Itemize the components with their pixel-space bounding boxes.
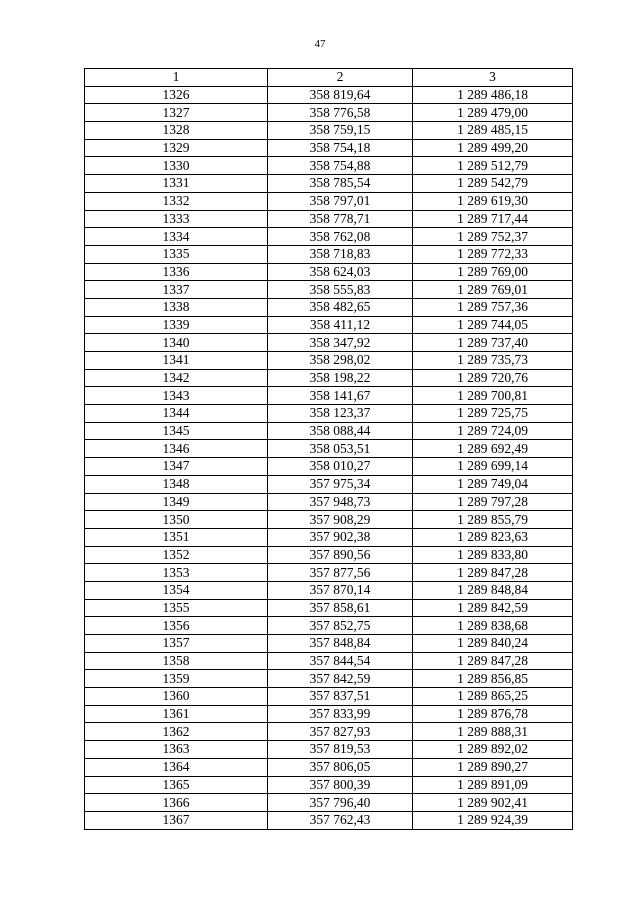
x-coordinate-cell: 358 624,03 [268,263,413,281]
x-coordinate-cell: 358 718,83 [268,245,413,263]
point-number-cell: 1363 [85,741,268,759]
y-coordinate-cell: 1 289 512,79 [413,157,573,175]
point-number-cell: 1342 [85,369,268,387]
table-row [85,635,573,653]
table-row [85,298,573,316]
x-coordinate-cell: 358 754,88 [268,157,413,175]
y-coordinate-cell: 1 289 692,49 [413,440,573,458]
y-coordinate-cell: 1 289 840,24 [413,635,573,653]
x-coordinate-cell: 358 411,12 [268,316,413,334]
y-coordinate-cell: 1 289 847,28 [413,564,573,582]
y-coordinate-cell: 1 289 749,04 [413,475,573,493]
table-row [85,122,573,140]
point-number-cell: 1344 [85,405,268,423]
table-row [85,210,573,228]
point-number-cell: 1359 [85,670,268,688]
point-number-cell: 1346 [85,440,268,458]
point-number-cell: 1353 [85,564,268,582]
table-row [85,387,573,405]
y-coordinate-cell: 1 289 700,81 [413,387,573,405]
x-coordinate-cell: 358 053,51 [268,440,413,458]
y-coordinate-cell: 1 289 847,28 [413,652,573,670]
y-coordinate-cell: 1 289 823,63 [413,528,573,546]
y-coordinate-cell: 1 289 924,39 [413,811,573,829]
point-number-cell: 1337 [85,281,268,299]
x-coordinate-cell: 357 796,40 [268,794,413,812]
point-number-cell: 1358 [85,652,268,670]
x-coordinate-cell: 357 890,56 [268,546,413,564]
table-row [85,564,573,582]
table-row [85,546,573,564]
x-coordinate-cell: 358 010,27 [268,458,413,476]
page-number: 47 [314,38,326,50]
y-coordinate-cell: 1 289 772,33 [413,245,573,263]
y-coordinate-cell: 1 289 757,36 [413,298,573,316]
point-number-cell: 1350 [85,511,268,529]
table-row [85,493,573,511]
y-coordinate-cell: 1 289 485,15 [413,122,573,140]
x-coordinate-cell: 358 754,18 [268,139,413,157]
y-coordinate-cell: 1 289 737,40 [413,334,573,352]
table-row [85,316,573,334]
x-coordinate-cell: 357 877,56 [268,564,413,582]
y-coordinate-cell: 1 289 725,75 [413,405,573,423]
y-coordinate-cell: 1 289 735,73 [413,352,573,370]
point-number-cell: 1357 [85,635,268,653]
table-row [85,617,573,635]
point-number-cell: 1335 [85,245,268,263]
y-coordinate-cell: 1 289 744,05 [413,316,573,334]
y-coordinate-cell: 1 289 838,68 [413,617,573,635]
x-coordinate-cell: 358 785,54 [268,175,413,193]
y-coordinate-cell: 1 289 890,27 [413,758,573,776]
column-header-1: 1 [85,69,268,87]
y-coordinate-cell: 1 289 833,80 [413,546,573,564]
y-coordinate-cell: 1 289 499,20 [413,139,573,157]
table-row [85,705,573,723]
y-coordinate-cell: 1 289 888,31 [413,723,573,741]
point-number-cell: 1365 [85,776,268,794]
x-coordinate-cell: 357 827,93 [268,723,413,741]
point-number-cell: 1330 [85,157,268,175]
x-coordinate-cell: 357 800,39 [268,776,413,794]
x-coordinate-cell: 357 848,84 [268,635,413,653]
table-row [85,758,573,776]
point-number-cell: 1348 [85,475,268,493]
table-row [85,599,573,617]
x-coordinate-cell: 357 858,61 [268,599,413,617]
column-header-2: 2 [268,69,413,87]
y-coordinate-cell: 1 289 724,09 [413,422,573,440]
point-number-cell: 1347 [85,458,268,476]
x-coordinate-cell: 358 088,44 [268,422,413,440]
table-row [85,139,573,157]
table-row [85,511,573,529]
y-coordinate-cell: 1 289 769,00 [413,263,573,281]
y-coordinate-cell: 1 289 865,25 [413,688,573,706]
y-coordinate-cell: 1 289 848,84 [413,581,573,599]
y-coordinate-cell: 1 289 717,44 [413,210,573,228]
table-row [85,263,573,281]
x-coordinate-cell: 358 298,02 [268,352,413,370]
point-number-cell: 1355 [85,599,268,617]
table-row [85,652,573,670]
x-coordinate-cell: 357 844,54 [268,652,413,670]
table-row [85,723,573,741]
x-coordinate-cell: 357 852,75 [268,617,413,635]
table-row [85,228,573,246]
point-number-cell: 1338 [85,298,268,316]
y-coordinate-cell: 1 289 797,28 [413,493,573,511]
point-number-cell: 1328 [85,122,268,140]
y-coordinate-cell: 1 289 542,79 [413,175,573,193]
point-number-cell: 1360 [85,688,268,706]
x-coordinate-cell: 358 123,37 [268,405,413,423]
y-coordinate-cell: 1 289 479,00 [413,104,573,122]
table-row [85,192,573,210]
table-row [85,422,573,440]
point-number-cell: 1361 [85,705,268,723]
table-row [85,86,573,104]
x-coordinate-cell: 357 948,73 [268,493,413,511]
table-row [85,281,573,299]
table-row [85,475,573,493]
x-coordinate-cell: 358 797,01 [268,192,413,210]
coordinates-table [84,68,573,830]
x-coordinate-cell: 357 975,34 [268,475,413,493]
table-row [85,581,573,599]
y-coordinate-cell: 1 289 876,78 [413,705,573,723]
point-number-cell: 1332 [85,192,268,210]
table-row [85,440,573,458]
table-row [85,688,573,706]
y-coordinate-cell: 1 289 752,37 [413,228,573,246]
point-number-cell: 1331 [85,175,268,193]
x-coordinate-cell: 358 819,64 [268,86,413,104]
x-coordinate-cell: 358 762,08 [268,228,413,246]
table-row [85,157,573,175]
table-row [85,458,573,476]
x-coordinate-cell: 358 778,71 [268,210,413,228]
y-coordinate-cell: 1 289 855,79 [413,511,573,529]
point-number-cell: 1349 [85,493,268,511]
x-coordinate-cell: 358 141,67 [268,387,413,405]
table-row [85,405,573,423]
point-number-cell: 1354 [85,581,268,599]
point-number-cell: 1364 [85,758,268,776]
x-coordinate-cell: 357 806,05 [268,758,413,776]
table-row [85,794,573,812]
point-number-cell: 1333 [85,210,268,228]
table-header-row [85,69,573,87]
column-header-3: 3 [413,69,573,87]
table-row [85,245,573,263]
y-coordinate-cell: 1 289 902,41 [413,794,573,812]
y-coordinate-cell: 1 289 619,30 [413,192,573,210]
table-row [85,175,573,193]
table-row [85,741,573,759]
table-row [85,670,573,688]
table-body [85,86,573,829]
table-row [85,369,573,387]
x-coordinate-cell: 357 842,59 [268,670,413,688]
y-coordinate-cell: 1 289 891,09 [413,776,573,794]
x-coordinate-cell: 358 555,83 [268,281,413,299]
point-number-cell: 1362 [85,723,268,741]
x-coordinate-cell: 358 198,22 [268,369,413,387]
point-number-cell: 1343 [85,387,268,405]
y-coordinate-cell: 1 289 842,59 [413,599,573,617]
table-row [85,334,573,352]
point-number-cell: 1345 [85,422,268,440]
point-number-cell: 1334 [85,228,268,246]
point-number-cell: 1351 [85,528,268,546]
table-row [85,104,573,122]
y-coordinate-cell: 1 289 720,76 [413,369,573,387]
point-number-cell: 1366 [85,794,268,812]
x-coordinate-cell: 358 482,65 [268,298,413,316]
point-number-cell: 1341 [85,352,268,370]
x-coordinate-cell: 357 908,29 [268,511,413,529]
x-coordinate-cell: 358 759,15 [268,122,413,140]
y-coordinate-cell: 1 289 892,02 [413,741,573,759]
table-row [85,811,573,829]
point-number-cell: 1367 [85,811,268,829]
x-coordinate-cell: 357 762,43 [268,811,413,829]
point-number-cell: 1326 [85,86,268,104]
x-coordinate-cell: 357 833,99 [268,705,413,723]
table-row [85,528,573,546]
y-coordinate-cell: 1 289 769,01 [413,281,573,299]
x-coordinate-cell: 357 902,38 [268,528,413,546]
point-number-cell: 1329 [85,139,268,157]
table-row [85,776,573,794]
point-number-cell: 1356 [85,617,268,635]
y-coordinate-cell: 1 289 486,18 [413,86,573,104]
x-coordinate-cell: 357 837,51 [268,688,413,706]
point-number-cell: 1352 [85,546,268,564]
y-coordinate-cell: 1 289 699,14 [413,458,573,476]
x-coordinate-cell: 357 819,53 [268,741,413,759]
x-coordinate-cell: 358 776,58 [268,104,413,122]
x-coordinate-cell: 357 870,14 [268,581,413,599]
point-number-cell: 1340 [85,334,268,352]
point-number-cell: 1336 [85,263,268,281]
y-coordinate-cell: 1 289 856,85 [413,670,573,688]
table-row [85,352,573,370]
x-coordinate-cell: 358 347,92 [268,334,413,352]
point-number-cell: 1339 [85,316,268,334]
point-number-cell: 1327 [85,104,268,122]
